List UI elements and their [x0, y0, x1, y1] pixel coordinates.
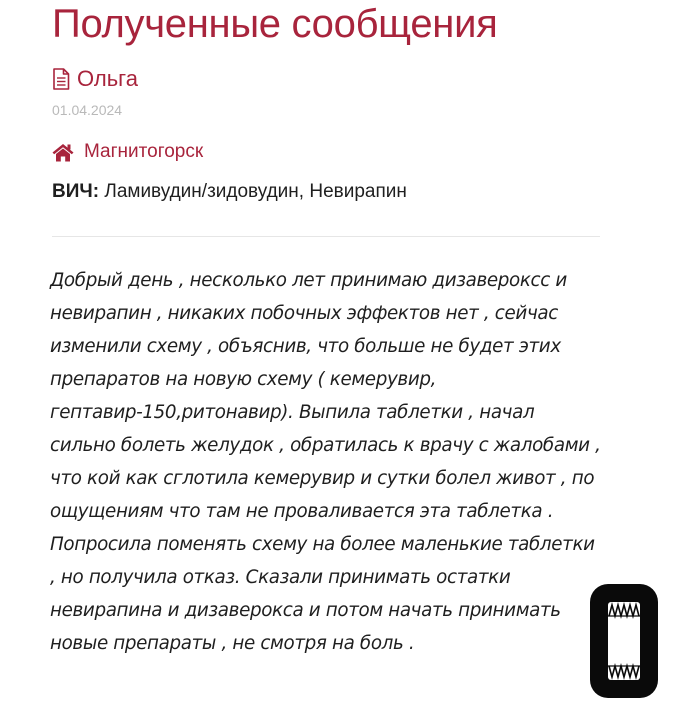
- zero-badge-icon: [586, 580, 662, 702]
- message-line: препаратов на новую схему ( кемерувир,: [50, 369, 437, 390]
- document-icon: [52, 68, 70, 90]
- message-line: , но получила отказ. Сказали принимать остатки: [50, 567, 511, 588]
- diagnosis-value: Ламивудин/зидовудин, Невирапин: [104, 181, 407, 202]
- divider: [52, 236, 600, 237]
- message-line: что кой как сглотила кемерувир и сутки болел живот , по: [50, 468, 595, 489]
- message-line: невирапин , никаких побочных эффектов нет , сейчас: [50, 303, 558, 324]
- diagnosis-label: ВИЧ:: [52, 181, 100, 202]
- message-line: ощущениям что там не проваливается эта таблетка .: [50, 501, 554, 522]
- diagnosis-row: [52, 181, 407, 203]
- city-name: Магнитогорск: [84, 141, 204, 162]
- home-icon: [52, 143, 74, 162]
- message-line: гептавир-150,ритонавир). Выпила таблетки , начал: [50, 402, 535, 423]
- message-line: новые препараты , не смотря на боль .: [50, 633, 415, 654]
- message-body: [50, 264, 610, 660]
- message-line: сильно болеть желудок , обратилась к врачу с жалобами ,: [50, 435, 601, 456]
- message-line: Попросила поменять схему на более маленькие таблетки: [50, 534, 595, 555]
- author-name: Ольга: [77, 66, 138, 91]
- city-row: [52, 138, 203, 166]
- message-line: невирапина и дизаверокса и потом начать принимать: [50, 600, 561, 621]
- page-title: Полученные сообщения: [52, 2, 498, 46]
- message-line: Добрый день , несколько лет принимаю дизавероксс и: [50, 270, 567, 291]
- post-date: 01.04.2024: [52, 102, 123, 118]
- message-line: изменили схему , объяснив, что больше не будет этих: [50, 336, 561, 357]
- author-row: [52, 64, 138, 94]
